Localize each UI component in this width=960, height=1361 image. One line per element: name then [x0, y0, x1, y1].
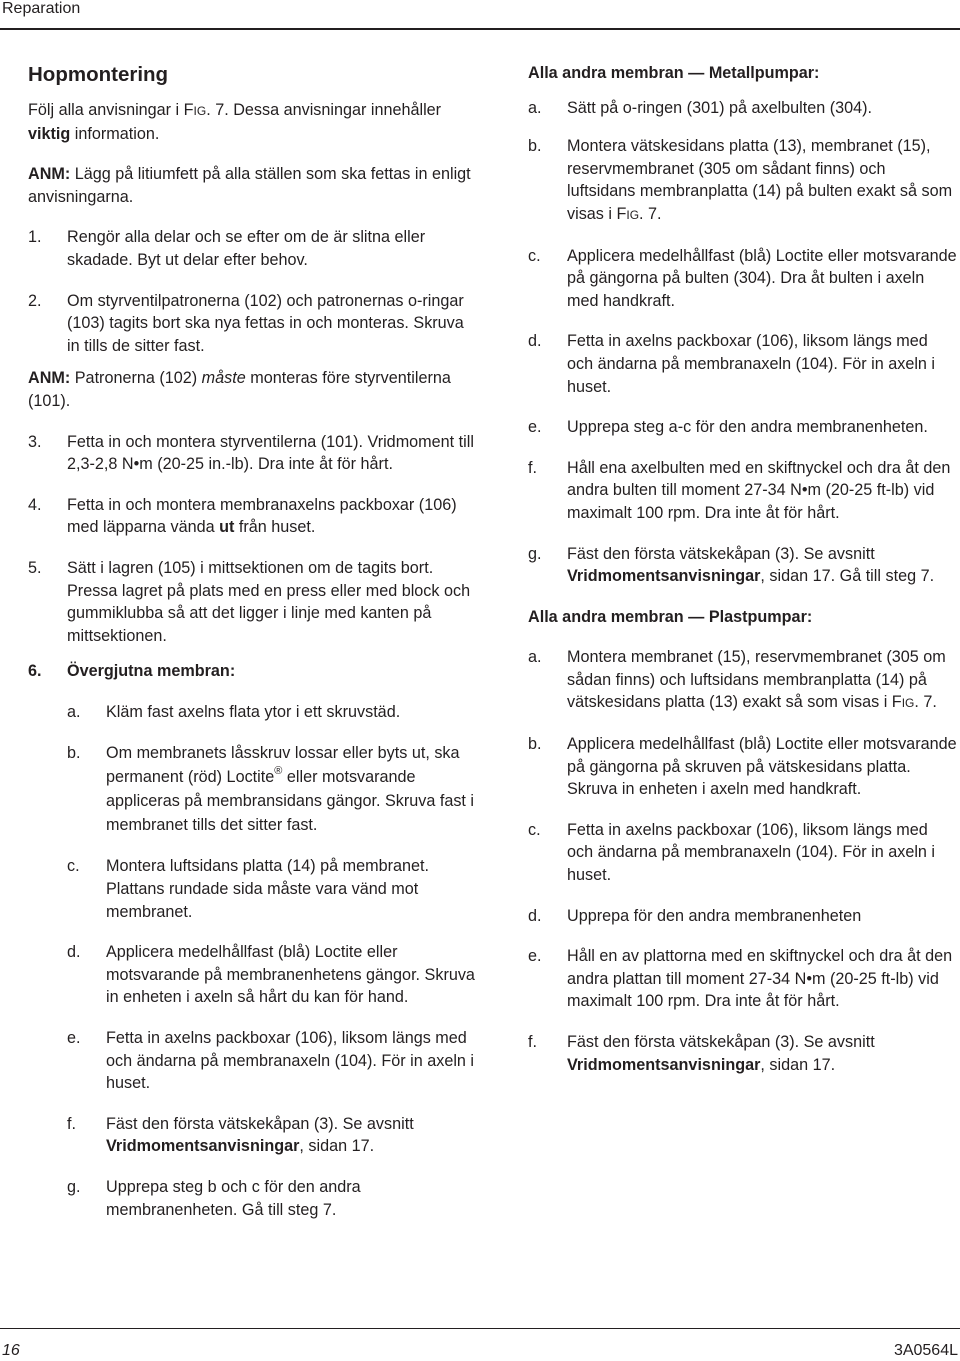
- substep-text: Applicera medelhållfast (blå) Loctite eller motsvarande på membranenhetens gängor. Skruva in enheten i axeln så hårt du kan för hand.: [106, 943, 475, 1007]
- step-number: 5.: [28, 558, 42, 577]
- substep-label: c.: [67, 857, 80, 876]
- metal-step-c: [528, 245, 958, 313]
- right-column: [528, 62, 958, 1094]
- section-reference: Vridmomentsanvisningar: [567, 1055, 761, 1074]
- substep-label: b.: [67, 744, 81, 763]
- page-number: 16: [2, 1342, 20, 1359]
- substep-c: [67, 855, 478, 923]
- note-label: ANM:: [28, 369, 71, 388]
- substep-f: [67, 1113, 478, 1158]
- step-text: Om styrventilpatronerna (102) och patronernas o-ringar (103) tagits bort ska nya fettas in och monteras. Skruva in tills de sitter fast.: [67, 291, 464, 355]
- step-number: 3.: [28, 432, 42, 451]
- substep-text: Upprepa steg a-c för den andra membranenheten.: [567, 418, 928, 437]
- substep-label: e.: [528, 418, 542, 437]
- step-text: Sätt i lagren (105) i mittsektionen om de tagits bort. Pressa lagret på plats med en press eller med block och gummiklubba så att det ligger i linje med kanten på mittsektionen.: [67, 558, 471, 645]
- substep-text: Applicera medelhållfast (blå) Loctite eller motsvarande på gängorna på bulten (304). Dra åt bulten i axeln med handkraft.: [567, 246, 957, 310]
- substep-text-2: . 7.: [639, 204, 662, 223]
- header-rule: [0, 28, 960, 30]
- substep-text: Applicera medelhållfast (blå) Loctite eller motsvarande på gängorna på skruven på vätskesidans platta. Skruva in enheten i axeln med handkraft.: [567, 735, 957, 799]
- metal-step-b: [528, 135, 958, 226]
- substep-d: [67, 941, 478, 1009]
- substep-text: Montera membranet (15), reservmembranet (305 om sådan finns) och luftsidans membranplatta (14) på vätskesidans platta (13) exakt så som visas i: [567, 648, 946, 712]
- substep-text: Håll en av plattorna med en skiftnyckel och dra åt den andra plattan till moment 27-34 N•m (20-25 ft-lb) vid maximalt 100 rpm. Dra inte åt för hårt.: [567, 947, 953, 1011]
- substep-text-2: . 7.: [914, 693, 937, 712]
- substep-label: e.: [67, 1029, 81, 1048]
- substep-label: b.: [528, 137, 542, 156]
- metal-step-e: [528, 416, 958, 439]
- fig-ref-ig: IG: [901, 696, 915, 711]
- step-heading: Övergjutna membran:: [67, 662, 236, 681]
- substep-label: g.: [528, 544, 542, 563]
- substep-b: [67, 741, 478, 837]
- plastic-step-a: [528, 646, 958, 715]
- step-number: 4.: [28, 495, 42, 514]
- step-1: [28, 226, 478, 271]
- note-emphasis: måste: [201, 369, 246, 388]
- substep-text: Kläm fast axelns flata ytor i ett skruvstäd.: [106, 702, 401, 721]
- substep-label: f.: [528, 1033, 537, 1051]
- substep-text-2: , sidan 17.: [760, 1055, 836, 1074]
- step-text: Fetta in och montera membranaxelns packboxar (106) med läpparna vända: [67, 495, 457, 537]
- substep-label: g.: [67, 1178, 81, 1196]
- fig-ref-f: F: [891, 693, 902, 712]
- substep-label: b.: [528, 735, 542, 754]
- substep-label: f.: [67, 1114, 76, 1133]
- substep-text: Håll ena axelbulten med en skiftnyckel och dra åt den andra bulten till moment 27-34 N•m (20-25 ft-lb) vid maximalt 100 rpm. Dra inte åt för hårt.: [567, 458, 951, 522]
- substep-text: Fäst den första vätskekåpan (3). Se avsnitt: [567, 544, 875, 563]
- fig-ref-ig: IG: [626, 207, 640, 222]
- substep-text: Montera luftsidans platta (14) på membranet. Plattans rundade sida måste vara vänd mot membranet.: [106, 857, 430, 921]
- fig-ref-ig: IG: [193, 104, 207, 118]
- registered-mark: ®: [274, 765, 283, 778]
- substep-label: e.: [528, 947, 542, 966]
- step-3: [28, 431, 478, 476]
- section-reference: Vridmomentsanvisningar: [106, 1137, 300, 1156]
- metal-step-a: [528, 97, 958, 120]
- substep-g: [67, 1176, 478, 1221]
- step-number: 2.: [28, 291, 42, 310]
- intro-text: Följ alla anvisningar i: [28, 101, 184, 119]
- footer-rule: [0, 1328, 960, 1329]
- substep-label: c.: [528, 246, 541, 265]
- note-lubricate: [28, 163, 478, 208]
- substep-e: [67, 1027, 478, 1095]
- step-4: [28, 494, 478, 539]
- substep-label: a.: [67, 702, 81, 721]
- substep-label: d.: [67, 943, 81, 962]
- section-reference: Vridmomentsanvisningar: [567, 567, 761, 586]
- substep-text: Fetta in axelns packboxar (106), liksom längs med och ändarna på membranaxeln (104). För in axeln i huset.: [567, 332, 936, 396]
- substep-label: c.: [528, 820, 541, 839]
- step-2: [28, 290, 478, 358]
- document-number: 3A0564L: [893, 1342, 958, 1359]
- substep-text: Upprepa steg b och c för den andra membranenheten. Gå till steg 7.: [106, 1178, 361, 1219]
- substep-text-2: , sidan 17. Gå till steg 7.: [760, 567, 935, 586]
- substep-label: d.: [528, 906, 542, 925]
- note-text: Lägg på litiumfett på alla ställen som ska fettas in enligt anvisningarna.: [28, 165, 471, 206]
- intro-paragraph: [28, 99, 478, 145]
- metal-step-d: [528, 330, 958, 398]
- plastic-step-c: [528, 819, 958, 887]
- intro-text-2: . 7. Dessa anvisningar innehåller: [206, 101, 442, 119]
- substep-text: Fetta in axelns packboxar (106), liksom längs med och ändarna på membranaxeln (104). För in axeln i huset.: [567, 820, 936, 885]
- step-text: Fetta in och montera styrventilerna (101). Vridmoment till 2,3-2,8 N•m (20-25 in.-lb). Dra inte åt för hårt.: [67, 432, 474, 474]
- substep-text: Fäst den första vätskekåpan (3). Se avsnitt: [567, 1033, 875, 1051]
- intro-text-3: information.: [70, 124, 160, 143]
- note-cartridges: [28, 367, 478, 412]
- substep-a: [67, 701, 478, 724]
- intro-emphasis: viktig: [28, 124, 71, 143]
- substep-label: f.: [528, 458, 537, 477]
- fig-ref-f: F: [183, 101, 194, 119]
- plastic-step-b: [528, 733, 958, 801]
- note-label: ANM:: [28, 165, 71, 184]
- substep-text-2: , sidan 17.: [299, 1137, 375, 1156]
- left-column: [28, 62, 478, 1239]
- metal-step-g: [528, 543, 958, 588]
- metal-pumps-heading: Alla andra membran — Metallpumpar:: [528, 64, 820, 82]
- plastic-pumps-heading: Alla andra membran — Plastpumpar:: [528, 607, 813, 626]
- step-number: 6.: [28, 662, 42, 681]
- plastic-step-f: [528, 1031, 958, 1076]
- step-6: [28, 660, 478, 683]
- step-5: [28, 557, 478, 647]
- plastic-step-e: [528, 945, 958, 1013]
- substep-label: d.: [528, 332, 542, 351]
- substep-text: Om membranets låsskruv lossar eller byts ut, ska permanent (röd) Loctite: [106, 744, 460, 787]
- step-6-substeps: [67, 701, 478, 1221]
- step-text-2: från huset.: [234, 518, 316, 537]
- step-number: 1.: [28, 228, 42, 247]
- substep-text-2: eller motsvarande appliceras på membransidans gängor. Skruva fast i membranet tills det sitter fast.: [106, 768, 475, 835]
- substep-text: Fäst den första vätskekåpan (3). Se avsnitt: [106, 1114, 414, 1133]
- fig-ref-f: F: [616, 204, 627, 223]
- note-text-2: monteras före styrventilerna (101).: [28, 369, 451, 410]
- running-header: Reparation: [2, 0, 81, 17]
- plastic-step-d: [528, 905, 958, 928]
- section-title: Hopmontering: [28, 63, 169, 86]
- step-emphasis: ut: [219, 518, 235, 537]
- substep-text: Montera vätskesidans platta (13), membranet (15), reservmembranet (305 om sådant finns) och luftsidans membranplatta (14) på bulten exakt så som visas i: [567, 137, 953, 223]
- substep-text: Upprepa för den andra membranenheten: [567, 906, 862, 925]
- step-text: Rengör alla delar och se efter om de är slitna eller skadade. Byt ut delar efter behov.: [67, 228, 426, 269]
- metal-step-f: [528, 457, 958, 525]
- substep-label: a.: [528, 98, 542, 117]
- substep-label: a.: [528, 648, 542, 667]
- note-text: Patronerna (102): [70, 369, 202, 388]
- substep-text: Sätt på o-ringen (301) på axelbulten (304).: [567, 98, 873, 117]
- substep-text: Fetta in axelns packboxar (106), liksom längs med och ändarna på membranaxeln (104). För in axeln i huset.: [106, 1029, 475, 1093]
